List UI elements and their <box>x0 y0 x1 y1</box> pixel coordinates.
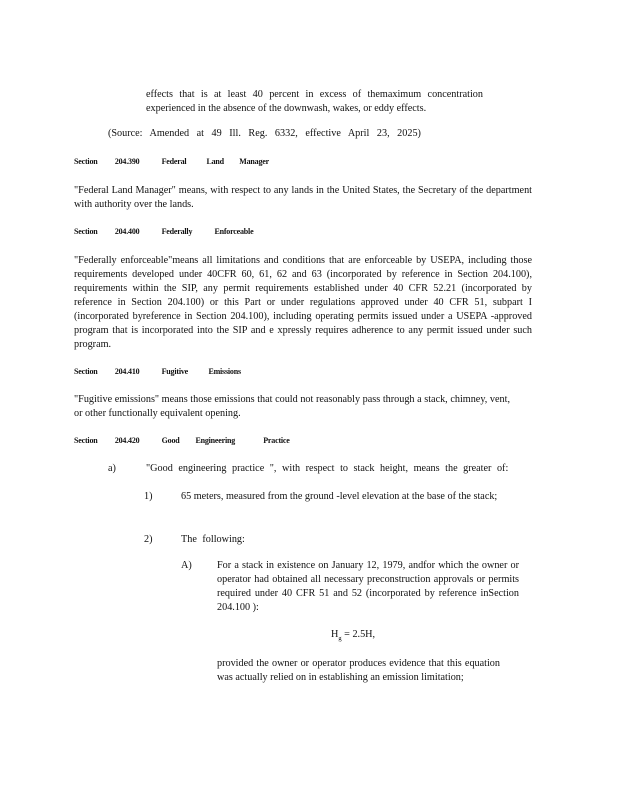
section-number: 204.390 <box>114 157 140 166</box>
good-engineering-practice-definition: "Good engineering practice ", with respect to stack height, means the greater of: <box>146 463 509 474</box>
section-label: Section <box>74 367 98 376</box>
item-1-text: 65 meters, measured from the ground -level elevation at the base of the stack; <box>181 491 498 502</box>
section-label: Section <box>74 227 98 236</box>
federally-enforceable-definition: "Federally enforceable"means all limitations and conditions that are enforceable by USEPA, including those requirements developed under 40CFR 60, 61, 62 and 63 (incorporated by reference in Section 204.100), requirements within the SIP, any permit requirements established under 40 CFR 52.21 (incorporated by reference in Section 204.100) or this Part or under regulations approved under 40 CFR 51, subpart I (incorporated byreference in Section 204.100), including operating permits issued under a USEPA -approved program that is incorporated into the SIP and e xpressly requires adherence to any permit issued under such program. <box>74 255 532 350</box>
section-number: 204.400 <box>114 227 140 236</box>
section-title-word: Land <box>206 157 224 166</box>
item-A-text: For a stack in existence on January 12, 1979, andfor which the owner or operator had obtained all necessary preconstruction approvals or permits required under 40 CFR 51 and 52 (incorporated by reference inSection 204.100 ): <box>217 560 519 613</box>
stack-height-formula <box>331 629 375 642</box>
source-note: (Source: Amended at 49 Ill. Reg. 6332, effective April 23, 2025) <box>108 128 421 139</box>
section-title-word: Good <box>161 436 180 445</box>
section-title-word: Manager <box>239 157 269 166</box>
section-label: Section <box>74 436 98 445</box>
section-number: 204.410 <box>114 367 140 376</box>
section-title-word: Engineering <box>195 436 236 445</box>
continued-paragraph: effects that is at least 40 percent in excess of themaximum concentration experienced in the absence of the downwash, wakes, or eddy effects. <box>146 89 483 114</box>
section-label: Section <box>74 157 98 166</box>
section-heading-204-390 <box>74 157 269 166</box>
fugitive-emissions-definition: "Fugitive emissions" means those emissions that could not reasonably pass through a stack, chimney, vent, or other functionally equivalent opening. <box>74 394 510 419</box>
subsection-label-a: a) <box>108 463 116 474</box>
item-label-A: A) <box>181 560 192 571</box>
proviso-text: provided the owner or operator produces evidence that this equation was actually relied on in establishing an emission limitation; <box>217 658 500 683</box>
item-label-2: 2) <box>144 534 153 545</box>
formula-subscript: g <box>338 635 342 643</box>
formula-symbol: H <box>331 629 339 640</box>
formula-expression: = 2.5H, <box>341 629 376 640</box>
section-title-word: Emissions <box>208 367 241 376</box>
federal-land-manager-definition: "Federal Land Manager" means, with respect to any lands in the United States, the Secretary of the department with authority over the lands. <box>74 185 532 210</box>
section-heading-204-420 <box>74 436 290 445</box>
section-heading-204-410 <box>74 367 241 376</box>
section-heading-204-400 <box>74 227 253 236</box>
section-title-word: Federally <box>161 227 193 236</box>
item-2-text: The following: <box>181 534 245 545</box>
section-title-word: Practice <box>263 436 290 445</box>
section-title-word: Federal <box>161 157 187 166</box>
section-title-word: Enforceable <box>214 227 254 236</box>
item-label-1: 1) <box>144 491 153 502</box>
section-number: 204.420 <box>114 436 140 445</box>
section-title-word: Fugitive <box>161 367 189 376</box>
